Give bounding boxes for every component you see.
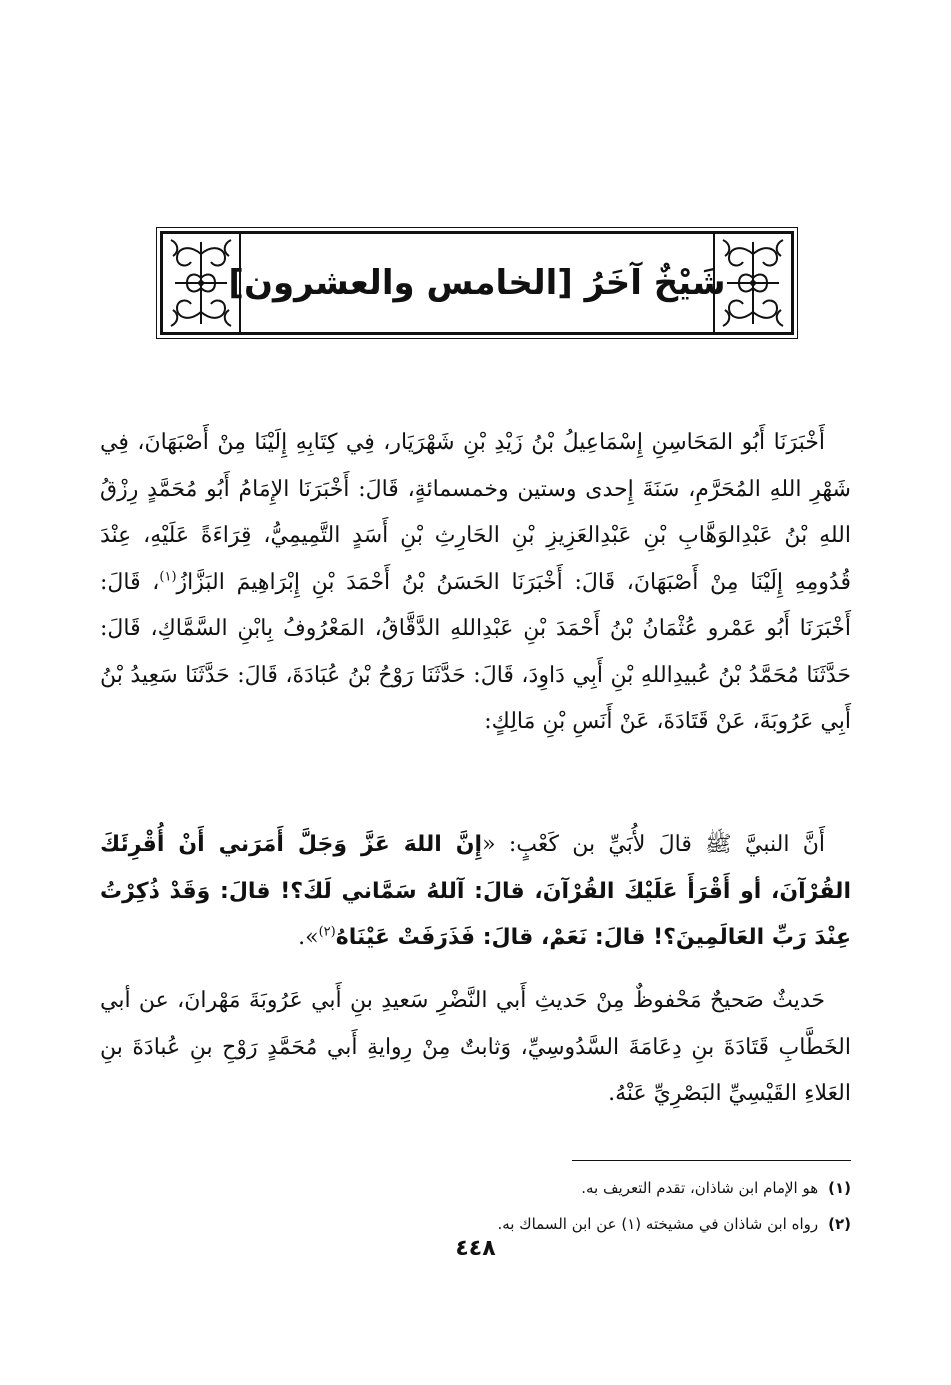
footnote-number: (٢) [828, 1215, 851, 1233]
hadith-intro: أَنَّ النبيَّ ﷺ قالَ لأُبَيِّ بن كَعْبٍ: « [482, 832, 825, 857]
hadith-paragraph [100, 822, 851, 962]
footnotes [100, 1170, 851, 1242]
page-number: ٤٤٨ [455, 1236, 496, 1261]
isnad-paragraph [100, 420, 851, 746]
chapter-title-frame [160, 231, 794, 335]
chapter-title-box [228, 234, 726, 332]
footnote-number: (١) [828, 1179, 851, 1197]
grading-paragraph [100, 978, 851, 1118]
footnote-item [100, 1170, 851, 1206]
footnote-divider [572, 1160, 851, 1161]
chapter-title: شَيْخٌ آخَرُ [الخامس والعشرون] [228, 263, 726, 303]
isnad-text: أَخْبَرَنَا أَبُو المَحَاسِنِ إِسْمَاعِيلُ بْنُ زَيْدِ بْنِ شَهْرَيَار، فِي كِتَابِهِ إِلَيْنَا مِنْ أَصْبَهَانَ، فِي شَهْرِ اللهِ المُحَرَّمِ، سَنَةَ إِحدى وستين وخمسمائةٍ، قَالَ: أَخْبَرَنَا الإِمَامُ أَبُو مُحَمَّدٍ رِزْقُ اللهِ بْنُ عَبْدِالوَهَّابِ بْنِ عَبْدِالعَزِيزِ بْنِ الحَارِثِ بْنِ أَسَدٍ التَّمِيمِيُّ، قِرَاءَةً عَلَيْهِ، عِنْدَ قُدُومِهِ إِلَيْنَا مِنْ أَصْبَهَانَ، قَالَ: أَخْبَرَنَا الحَسَنُ بْنُ أَحْمَدَ بْنِ إِبْرَاهِيمَ البَزَّازُ [100, 430, 851, 595]
hadith-close: ». [298, 925, 319, 950]
grading-text: حَديثٌ صَحيحٌ مَحْفوظٌ مِنْ حَديثِ أَبي النَّضْرِ سَعيدِ بنِ أَبي عَرُوبَةَ مَهْرانَ، عن أبي الخَطَّابِ قَتَادَةَ بنِ دِعَامَةَ السَّدُوسِيِّ، وَثابتٌ مِنْ رِوايةِ أَبي مُحَمَّدٍ رَوْحِ بنِ عُبادَةَ بنِ العَلاءِ القَيْسِيِّ البَصْرِيِّ عَنْهُ. [100, 988, 851, 1106]
floral-ornament-icon [165, 234, 237, 332]
footnote-ref-1: (١) [159, 569, 177, 585]
floral-ornament-icon [717, 234, 789, 332]
hadith-text: إِنَّ اللهَ عَزَّ وَجَلَّ أَمَرَني أَنْ أُقْرِئَكَ القُرْآنَ، أو أَقْرَأَ عَلَيْكَ القُرْآنَ، قالَ: آللهُ سَمَّاني لَكَ؟! قالَ: وَقَدْ ذُكِرْتُ عِنْدَ رَبِّ العَالَمِينَ؟! قالَ: نَعَمْ، قالَ: فَذَرَفَتْ عَيْنَاهُ [100, 832, 851, 950]
footnote-text: رواه ابن شاذان في مشيخته (١) عن ابن السماك به. [497, 1215, 819, 1233]
footnote-ref-2: (٢) [318, 924, 336, 940]
footnote-text: هو الإمام ابن شاذان، تقدم التعريف به. [581, 1179, 819, 1197]
isnad-text-continued: ، قَالَ: أَخْبَرَنَا أَبُو عَمْرو عُثْمَانُ بْنُ أَحْمَدَ بْنِ عَبْدِاللهِ الدَّقَّاقُ، المَعْرُوفُ بِابْنِ السَّمَّاكِ، قَالَ: حَدَّثَنَا مُحَمَّدُ بْنُ عُبيدِاللهِ بْنِ أَبِي دَاوِدَ، قَالَ: حَدَّثَنَا رَوْحُ بْنُ عُبَادَةَ، قَالَ: حَدَّثَنَا سَعِيدُ بْنُ أَبِي عَرُوبَةَ، عَنْ قَتَادَةَ، عَنْ أَنَسِ بْنِ مَالِكٍ: [100, 569, 851, 734]
